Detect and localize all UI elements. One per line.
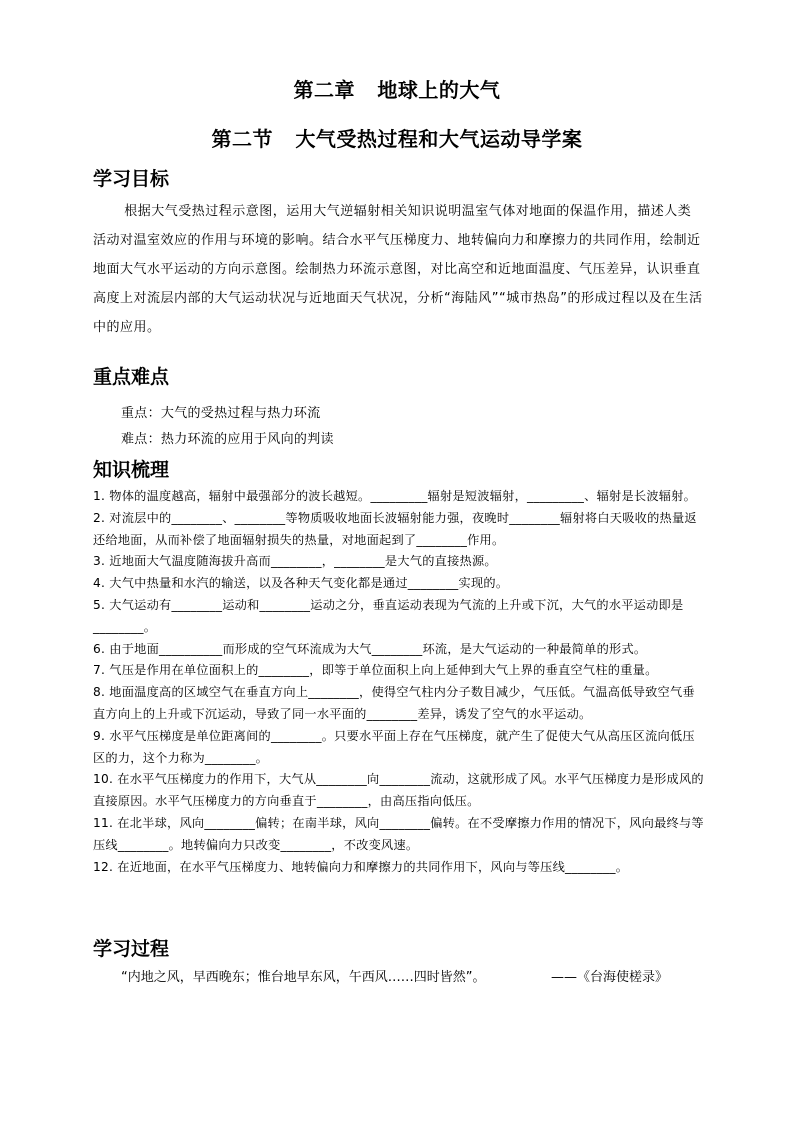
knowledge-item: 7. 气压是作用在单位面积上的________，即等于单位面积上向上延伸到大气上界的垂直空气柱的重量。 bbox=[93, 663, 658, 678]
knowledge-list bbox=[93, 486, 705, 878]
section-title: 第二节 大气受热过程和大气运动导学案 bbox=[211, 127, 583, 151]
knowledge-item: 12. 在近地面，在水平气压梯度力、地转偏向力和摩擦力的共同作用下，风向与等压线________。 bbox=[93, 859, 629, 874]
knowledge-item: 5. 大气运动有________运动和________运动之分，垂直运动表现为气流的上升或下沉，大气的水平运动即是________。 bbox=[93, 597, 684, 634]
goals-paragraph: 根据大气受热过程示意图，运用大气逆辐射相关知识说明温室气体对地面的保温作用，描述人类活动对温室效应的作用与环境的影响。结合水平气压梯度力、地转偏向力和摩擦力的共同作用，绘制近地面大气水平运动的方向示意图。绘制热力环流示意图，对比高空和近地面温度、气压差异，认识垂直高度上对流层内部的大气运动状况与近地面天气状况，分析“海陆风”“城市热岛”的形成过程以及在生活中的应用。 bbox=[93, 204, 703, 335]
difficult-point: 难点：热力环流的应用于风向的判读 bbox=[121, 432, 334, 447]
knowledge-item: 9. 水平气压梯度是单位距离间的________。只要水平面上存在气压梯度，就产生了促使大气从高压区流向低压区的力，这个力称为________。 bbox=[93, 728, 695, 765]
quote-source: ——《台海使槎录》 bbox=[551, 970, 669, 985]
key-point: 重点：大气的受热过程与热力环流 bbox=[121, 406, 321, 421]
keypoints-heading: 重点难点 bbox=[93, 366, 170, 388]
knowledge-item: 6. 由于地面__________而形成的空气环流成为大气________环流，是大气运动的一种最简单的形式。 bbox=[93, 641, 647, 656]
quote-text: “内地之风，早西晚东；惟台地早东风，午西风……四时皆然”。 bbox=[121, 970, 486, 985]
chapter-title: 第二章 地球上的大气 bbox=[293, 78, 501, 102]
knowledge-item: 1. 物体的温度越高，辐射中最强部分的波长越短。_________辐射是短波辐射，_________、辐射是长波辐射。 bbox=[93, 489, 697, 503]
quote-line bbox=[121, 966, 701, 985]
knowledge-item: 8. 地面温度高的区域空气在垂直方向上________，使得空气柱内分子数目减少，气压低。气温高低导致空气垂直方向上的上升或下沉运动，导致了同一水平面的________差异，诱发了空气的水平运动。 bbox=[93, 685, 695, 721]
knowledge-item: 2. 对流层中的________、________等物质吸收地面长波辐射能力强，夜晚时________辐射将白天吸收的热量返还给地面，从而补偿了地面辐射损失的热量，对地面起到了________作用。 bbox=[93, 510, 697, 547]
knowledge-item: 3. 近地面大气温度随海拔升高而________，________是大气的直接热源。 bbox=[93, 554, 497, 569]
knowledge-item: 11. 在北半球，风向________偏转；在南半球，风向________偏转。在不受摩擦力作用的情况下，风向最终与等压线________。地转偏向力只改变________，不改变风速。 bbox=[93, 815, 704, 852]
process-heading: 学习过程 bbox=[93, 938, 170, 960]
knowledge-heading: 知识梳理 bbox=[93, 459, 170, 481]
knowledge-item: 4. 大气中热量和水汽的输送，以及各种天气变化都是通过________实现的。 bbox=[93, 576, 509, 591]
goals-heading: 学习目标 bbox=[93, 168, 170, 190]
knowledge-item: 10. 在水平气压梯度力的作用下，大气从________向________流动，这就形成了风。水平气压梯度力是形成风的直接原因。水平气压梯度力的方向垂直于________，由高压指向低压。 bbox=[93, 772, 704, 809]
